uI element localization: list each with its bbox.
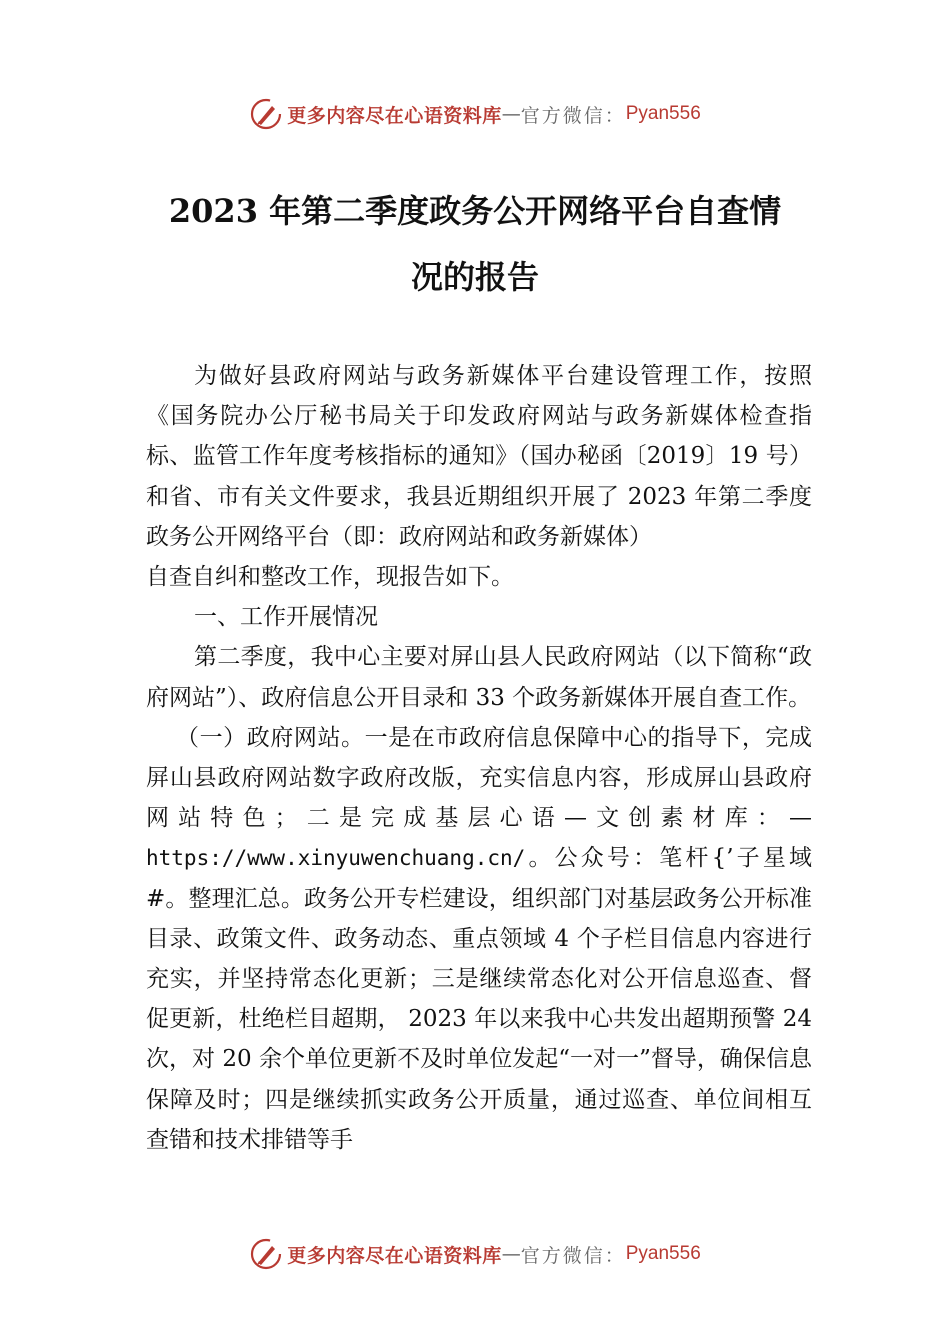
- banner-text: 更多内容尽在心语资料库: [287, 104, 502, 127]
- pen-circle-logo-icon: [249, 1237, 283, 1271]
- section-heading-1: 一、工作开展情况: [194, 604, 378, 631]
- watermark-banner-bottom: [0, 1234, 950, 1274]
- paragraph-overview: 第二季度，我中心主要对屏山县人民政府网站（以下简称“政府网站”）、政府信息公开目录和 33 个政务新媒体开展自查工作。: [146, 644, 812, 711]
- banner-wechat-label: 官方微信：: [520, 104, 626, 127]
- website-url-link[interactable]: https://www.xinyuwenchuang.cn/: [146, 846, 526, 871]
- banner-wechat-id: Pyan556: [625, 103, 701, 124]
- paragraph-website-part-a: （一）政府网站。一是在市政府信息保障中心的指导下，完成屏山县政府网站数字政府改版，充实信息内容，形成屏山县政府网站特色；二是完成基层心语—文创素材库：—: [146, 724, 812, 832]
- pen-circle-logo-icon: [249, 97, 283, 131]
- banner-text: 更多内容尽在心语资料库: [287, 1244, 502, 1267]
- title-line-1: 2023 年第二季度政务公开网络平台自查情: [168, 192, 782, 230]
- title-line-2: 况的报告: [410, 258, 539, 296]
- document-title: [140, 178, 810, 310]
- paragraph-government-website: [146, 718, 812, 1160]
- banner-wechat-id: Pyan556: [625, 1243, 701, 1264]
- banner-dash: —: [501, 1243, 521, 1265]
- banner-wechat-label: 官方微信：: [520, 1244, 626, 1267]
- banner-dash: —: [501, 103, 521, 125]
- watermark-banner-top: [0, 94, 950, 134]
- paragraph-intro: 为做好县政府网站与政务新媒体平台建设管理工作，按照《国务院办公厅秘书局关于印发政府网站与政务新媒体检查指标、监管工作年度考核指标的通知》（国办秘函〔2019〕19 号）和省、市有关文件要求，我县近期组织开展了 2023 年第二季度政务公开网络平台（即：政府网站和政务新媒体）: [146, 363, 812, 550]
- document-body: [146, 356, 812, 1160]
- paragraph-intro-tail: 自查自纠和整改工作，现报告如下。: [146, 564, 514, 591]
- paragraph-website-part-b: 。公众号：笔杆{’子星域#。整理汇总。政务公开专栏建设，组织部门对基层政务公开标准目录、政策文件、政务动态、重点领域 4 个子栏目信息内容进行充实，并坚持常态化更新；三是继续常态化对公开信息巡查、督促更新，杜绝栏目超期， 2023 年以来我中心共发出超期预警 24 次，对 20 余个单位更新不及时单位发起“一对一”督导，确保信息保障及时；四是继续抓实政务公开质量，通过巡查、单位间相互查错和技术排错等手: [146, 845, 812, 1153]
